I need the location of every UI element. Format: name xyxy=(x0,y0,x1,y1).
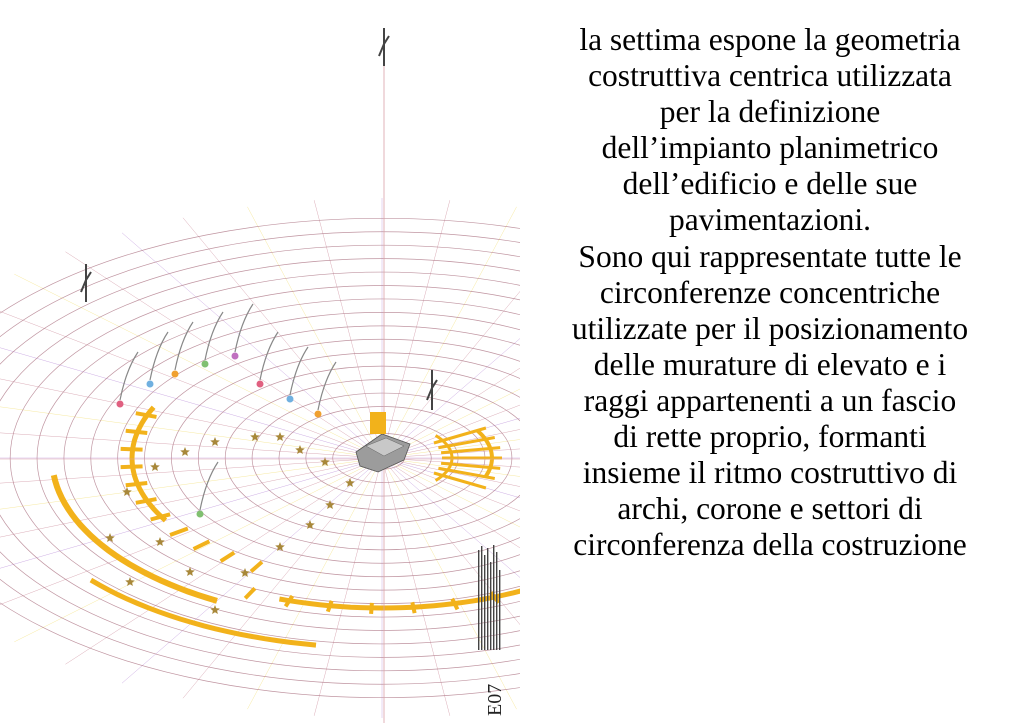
north-arrow-icon xyxy=(81,264,91,302)
construction-ray xyxy=(14,274,382,458)
description-line: raggi appartenenti a un fascio xyxy=(583,382,957,418)
description-line: di rette proprio, formanti xyxy=(613,419,927,455)
construction-ray xyxy=(14,458,382,642)
wall-radial xyxy=(194,541,210,549)
construction-ray xyxy=(382,458,520,557)
description-line: insieme il ritmo costruttivo di xyxy=(582,455,958,491)
star-marker xyxy=(210,437,220,446)
sculpture-stroke xyxy=(150,332,168,380)
description-text xyxy=(520,22,1020,563)
description-line: pavimentazioni. xyxy=(668,202,872,238)
wall-radial xyxy=(286,596,293,606)
wall-radial xyxy=(221,553,235,562)
description-line: delle murature di elevato e i xyxy=(593,346,947,382)
description-line: la settima espone la geometria xyxy=(579,22,961,57)
wall-radial xyxy=(251,562,262,572)
sculpture-figure xyxy=(117,401,124,408)
sculpture-figure xyxy=(257,381,264,388)
wall-radial xyxy=(371,603,372,614)
description-line: circonferenze concentriche xyxy=(599,274,941,310)
construction-ray xyxy=(0,391,382,458)
sculpture-figure xyxy=(315,411,322,418)
star-marker xyxy=(240,568,250,577)
star-marker xyxy=(122,487,132,496)
sculpture-stroke xyxy=(290,347,308,395)
wall-radial xyxy=(121,466,143,467)
description-line: archi, corone e settori di xyxy=(617,491,923,527)
star-marker xyxy=(320,457,330,466)
wall-radial xyxy=(136,499,157,503)
star-marker xyxy=(185,567,195,576)
sculpture-stroke xyxy=(260,332,278,380)
description-line: costruttiva centrica utilizzata xyxy=(588,58,952,94)
wall-arc xyxy=(279,588,520,608)
star-marker xyxy=(150,462,160,471)
wall-radial xyxy=(412,602,414,613)
sculpture-figure xyxy=(287,396,294,403)
star-marker xyxy=(275,432,285,441)
description-line: utilizzate per il posizionamento xyxy=(571,310,969,346)
description-line: per la definizione xyxy=(659,94,881,130)
wall-radial xyxy=(452,599,457,610)
construction-ray xyxy=(0,300,382,458)
wall-radial xyxy=(126,431,148,433)
wall-radial xyxy=(136,413,157,417)
sculpture-stroke xyxy=(120,352,138,400)
star-marker xyxy=(250,432,260,441)
wall-segments xyxy=(54,407,520,645)
construction-ray xyxy=(0,328,382,458)
north-arrow-icon xyxy=(427,370,437,410)
star-marker xyxy=(180,447,190,456)
sculpture-figure xyxy=(172,371,179,378)
description-line: circonferenza della costruzione xyxy=(573,527,967,563)
sculpture-figure xyxy=(197,511,204,518)
wall-radial xyxy=(328,601,332,612)
construction-ray xyxy=(247,458,382,709)
wall-radial xyxy=(126,483,148,485)
star-marker xyxy=(125,577,135,586)
sculpture-figure xyxy=(232,353,239,360)
wall-radial xyxy=(170,529,188,535)
sculpture-figure xyxy=(147,381,154,388)
sheet-code-label: E07 xyxy=(484,683,506,716)
description-line: Sono qui rappresentate tutte le xyxy=(578,238,962,274)
construction-ray xyxy=(382,207,517,458)
sculpture-figure xyxy=(202,361,209,368)
construction-ray xyxy=(382,218,520,458)
north-arrow-icon xyxy=(379,28,389,66)
description-line: dell’impianto planimetrico xyxy=(601,130,939,166)
star-marker xyxy=(210,605,220,614)
wall-radial xyxy=(245,588,255,598)
construction-ray xyxy=(247,207,382,458)
wall-arc xyxy=(54,475,217,601)
description-line: dell’edificio e delle sue xyxy=(622,166,918,202)
wall-radial xyxy=(151,514,170,519)
wall-radial xyxy=(121,449,143,450)
